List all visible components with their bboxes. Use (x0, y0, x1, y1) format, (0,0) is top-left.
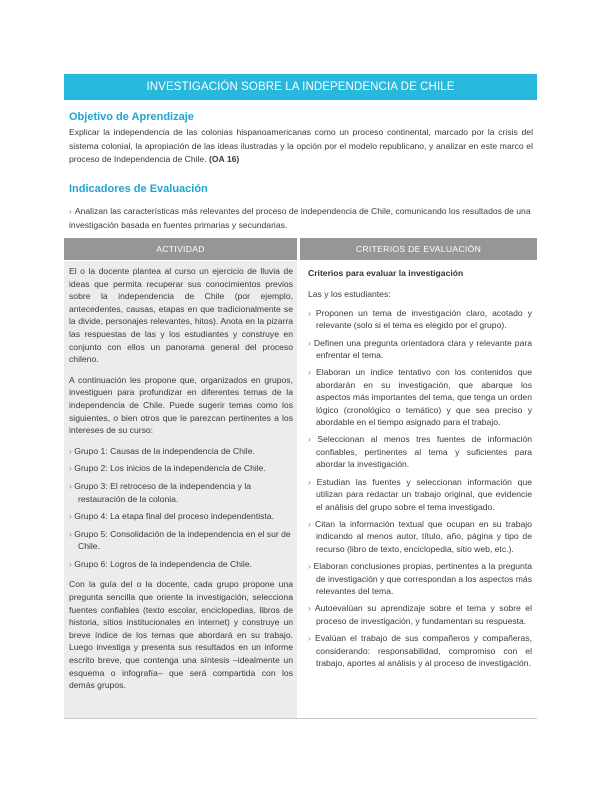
criterios-title: Criterios para evaluar la investigación (308, 268, 464, 278)
criterion-item (308, 518, 532, 555)
objetivo-heading: Objetivo de Aprendizaje (69, 111, 194, 123)
criterion-text: Elaboran conclusiones propias, pertinentes a la pregunta de investigación y que correspondan a los aspectos más relevantes del tema. (313, 561, 532, 596)
bullet-arrow-icon: › (69, 480, 72, 491)
criterion-text: Citan la información textual que ocupan en su trabajo indicando al menos autor, título, año, página y tipo de recurso (libro de texto, enciclopedia, sitio web, etc.). (315, 518, 532, 554)
bullet-arrow-icon: › (308, 337, 311, 348)
actividad-paragraph-2: A continuación les propone que, organizados en grupos, investiguen para profundizar en diferentes temas de la independencia de Chile. Puede sugerir temas como los siguientes, o bien otros que le parezcan pertinentes a los intereses de su curso: (69, 374, 293, 436)
bullet-arrow-icon: › (308, 434, 311, 445)
group-item (69, 510, 293, 523)
group-text: Grupo 3: El retroceso de la independencia y la restauración de la colonia. (74, 480, 252, 504)
criterion-item (308, 560, 532, 597)
actividad-paragraph-3: Con la guía del o la docente, cada grupo propone una pregunta sencilla que oriente la investigación, selecciona fuentes confiables (texto escolar, enciclopedias, libros de historia, sitios institucionales en internet) y construye un breve índice de los temas que abordará en su trabajo. Luego investiga y presenta sus resultados en un informe escrito breve, que contenga una síntesis –idealmente un esquema o infografía– que será compartida con los demás grupos. (69, 579, 293, 691)
bullet-arrow-icon: › (69, 463, 72, 474)
criterios-column (300, 261, 537, 718)
bullet-arrow-icon: › (308, 633, 311, 644)
actividad-column (64, 261, 297, 718)
group-text: Grupo 5: Consolidación de la independencia en el sur de Chile. (74, 528, 291, 552)
criterion-item (308, 476, 532, 513)
objetivo-body: Explicar la independencia de las colonias hispanoamericanas como un proceso continental, marcado por la crisis del sistema colonial, la apropiación de las ideas ilustradas y la opción por el modelo republicano, y analizar en este marco el proceso de Independencia de Chile. (69, 127, 533, 165)
bullet-arrow-icon: › (69, 445, 72, 456)
objetivo-code: (OA 16) (209, 154, 240, 165)
bullet-arrow-icon: › (308, 367, 311, 378)
group-text: Grupo 6: Logros de la independencia de Chile. (74, 558, 252, 569)
criterion-item (308, 433, 532, 470)
bullet-arrow-icon: › (308, 561, 311, 572)
indicador-item (69, 205, 533, 232)
bullet-arrow-icon: › (308, 307, 311, 318)
group-text: Grupo 1: Causas de la independencia de Chile. (74, 445, 255, 456)
group-item (69, 445, 293, 458)
criterion-text: Definen una pregunta orientadora clara y relevante para enfrentar el tema. (313, 337, 532, 361)
criterion-item (308, 307, 532, 332)
criterion-text: Autoevalúan su aprendizaje sobre el tema y sobre el proceso de investigación, y fundamentan su respuesta. (314, 603, 532, 626)
bullet-arrow-icon: › (69, 528, 72, 539)
bullet-arrow-icon: › (69, 558, 72, 569)
criterion-text: Estudian las fuentes y seleccionan información que utilizan para redactar un trabajo original, que evidencie el análisis del grupo sobre el tema investigado. (316, 476, 533, 512)
criterion-text: Elaboran un índice tentativo con los contenidos que abordarán en su investigación, que abarque los aspectos más importantes del tema, que tenga un orden lógico (cronológico o temático) y que sea preciso y abordable en el tiempo asignado para el trabajo. (316, 367, 532, 428)
bullet-arrow-icon: › (308, 518, 311, 529)
criterion-text: Seleccionan al menos tres fuentes de información confiables, pertinentes al tema y suficientes para abordar la investigación. (316, 434, 533, 470)
bullet-arrow-icon: › (308, 476, 311, 487)
criterion-text: Evalúan el trabajo de sus compañeros y compañeras, considerando: responsabilidad, compromiso con el trabajo, aportes al análisis y al proceso de investigación. (315, 633, 533, 668)
indicadores-heading: Indicadores de Evaluación (69, 183, 208, 195)
indicador-text: Analizan las características más relevantes del proceso de independencia de Chile, comunicando los resultados de una investigación basada en fuentes primarias y secundarias. (69, 206, 531, 230)
criterion-item (308, 366, 532, 428)
table-header-criterios: CRITERIOS DE EVALUACIÓN (300, 238, 537, 260)
group-item (69, 528, 293, 553)
table-header-actividad: ACTIVIDAD (64, 238, 297, 260)
group-text: Grupo 2: Los inicios de la independencia de Chile. (74, 463, 266, 474)
group-item (69, 480, 293, 505)
bullet-arrow-icon: › (308, 603, 311, 614)
criterion-item (308, 632, 532, 669)
bullet-arrow-icon: › (69, 511, 72, 522)
criterion-item (308, 602, 532, 627)
group-item (69, 558, 293, 571)
objetivo-text (69, 126, 533, 167)
criterion-item (308, 337, 532, 362)
criterion-text: Proponen un tema de investigación claro, acotado y relevante (solo si el tema es elegido por el grupo). (315, 307, 532, 331)
page-title-banner: INVESTIGACIÓN SOBRE LA INDEPENDENCIA DE CHILE (64, 74, 537, 100)
table-bottom-border (64, 718, 537, 719)
bullet-arrow-icon: › (69, 206, 72, 216)
group-text: Grupo 4: La etapa final del proceso independentista. (74, 511, 274, 522)
actividad-paragraph-1: El o la docente plantea al curso un ejercicio de lluvia de ideas que permita recuperar sus conocimientos previos sobre la independencia de Chile (por ejemplo, antecedentes, causas, etapas en que tradicionalmente se la divide, personajes relevantes, hitos). Anota en la pizarra las respuestas de las y los estudiantes y construye en conjunto con ellos un panorama general del proceso chileno. (69, 266, 293, 365)
criterios-intro: Las y los estudiantes: (308, 289, 391, 300)
group-item (69, 462, 293, 475)
